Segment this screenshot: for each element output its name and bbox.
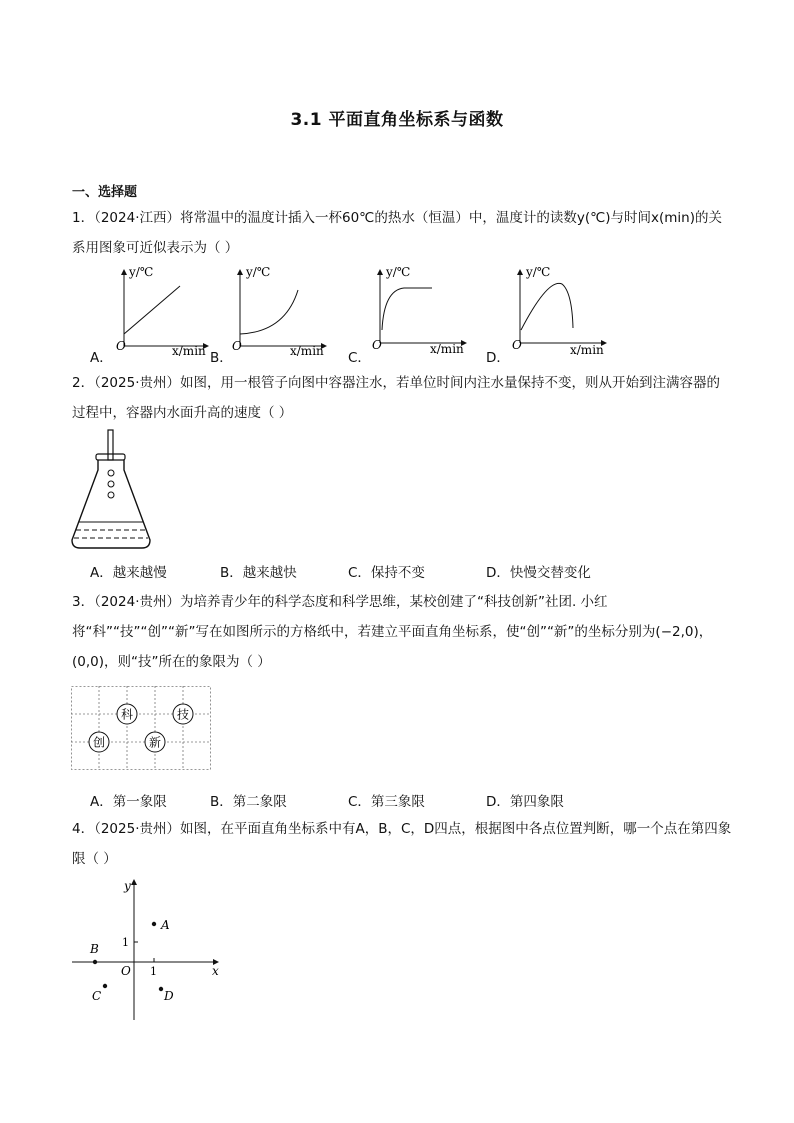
question-3-text: 3．（2024·贵州）为培养青少年的科学态度和科学思维，某校创建了“科技创新”社团. 小红将“科”“技”“创”“新”写在如图所示的方格纸中，若建立平面直角坐标系，使“创”“新”的坐标分别为(−2,0)，(0,0)，则“技”所在的象限为（ ）: [72, 594, 713, 670]
page-title: 3.1 平面直角坐标系与函数: [290, 110, 504, 130]
graph-b-curve: [240, 290, 298, 334]
svg-text:科: 科: [120, 707, 134, 722]
graph-a: [116, 265, 208, 358]
graph-b-xlabel: x/min: [290, 344, 324, 358]
question-3-option-a[interactable]: A．第一象限: [90, 794, 167, 810]
svg-text:技: 技: [176, 707, 190, 722]
graph-d-ylabel: y/℃: [526, 265, 551, 279]
graph-d-curve: [521, 283, 573, 330]
tick-y-label: 1: [122, 936, 129, 949]
question-3-option-b[interactable]: B．第二象限: [210, 794, 287, 810]
graph-a-ylabel: y/℃: [129, 265, 154, 279]
question-1-graphs: [0, 258, 794, 368]
graph-a-origin: O: [116, 339, 126, 353]
graph-a-xlabel: x/min: [172, 344, 206, 358]
point-d-label: D: [164, 989, 174, 1003]
graph-a-curve: [124, 286, 180, 334]
question-3-option-d[interactable]: D．第四象限: [486, 794, 564, 810]
point-b: [93, 960, 97, 964]
question-1-option-a[interactable]: A．: [90, 350, 113, 366]
graph-d-origin: O: [512, 338, 522, 352]
axis-x-label: x: [212, 964, 219, 978]
question-3-option-c[interactable]: C．第三象限: [348, 794, 425, 810]
question-2-text: 2．（2025·贵州）如图，用一根管子向图中容器注水，若单位时间内注水量保持不变，则从开始到注满容器的过程中，容器内水面升高的速度（ ）: [72, 375, 720, 421]
graph-b: [232, 265, 326, 358]
graph-b-origin: O: [232, 339, 242, 353]
section-heading: 一、选择题: [72, 185, 138, 200]
graph-c-curve: [382, 288, 432, 330]
graph-c-ylabel: y/℃: [386, 265, 411, 279]
question-1-option-d[interactable]: D．: [486, 350, 510, 366]
question-2-option-d[interactable]: D．快慢交替变化: [486, 565, 591, 581]
axis-origin-label: O: [121, 964, 131, 978]
question-2-option-a[interactable]: A．越来越慢: [90, 565, 167, 581]
question-2-option-b[interactable]: B．越来越快: [220, 565, 297, 581]
grid-figure: [71, 686, 213, 772]
container-figure: [68, 428, 158, 558]
question-1-option-b[interactable]: B．: [210, 350, 233, 366]
svg-text:创: 创: [92, 735, 106, 750]
axis-y-label: y: [124, 879, 131, 893]
point-a-label: A: [161, 918, 170, 932]
grid-char-ji: [173, 704, 193, 724]
question-1-option-c[interactable]: C．: [348, 350, 371, 366]
question-4-text: 4．（2025·贵州）如图，在平面直角坐标系中有A，B，C，D四点，根据图中各点位置判断，哪一个点在第四象限（ ）: [72, 821, 732, 867]
graph-c-origin: O: [372, 338, 382, 352]
point-b-label: B: [90, 942, 99, 956]
point-a: [152, 922, 156, 926]
graph-c: [372, 265, 466, 356]
graph-d: [512, 265, 606, 357]
grid-char-ke: [117, 704, 137, 724]
question-2-option-c[interactable]: C．保持不变: [348, 565, 425, 581]
question-1-text: 1．（2024·江西）将常温中的温度计插入一杯60℃的热水（恒温）中，温度计的读数y(℃)与时间x(min)的关系用图象可近似表示为（ ）: [72, 210, 722, 256]
grid-char-chuang: [89, 732, 109, 752]
svg-text:新: 新: [148, 735, 162, 750]
graph-b-ylabel: y/℃: [246, 265, 271, 279]
graph-d-xlabel: x/min: [570, 343, 604, 357]
point-c: [103, 984, 107, 988]
point-c-label: C: [92, 989, 102, 1003]
grid-char-xin: [145, 732, 165, 752]
tick-x-label: 1: [150, 965, 157, 978]
coordinate-figure: [66, 876, 226, 1026]
point-d: [159, 987, 163, 991]
graph-c-xlabel: x/min: [430, 342, 464, 356]
